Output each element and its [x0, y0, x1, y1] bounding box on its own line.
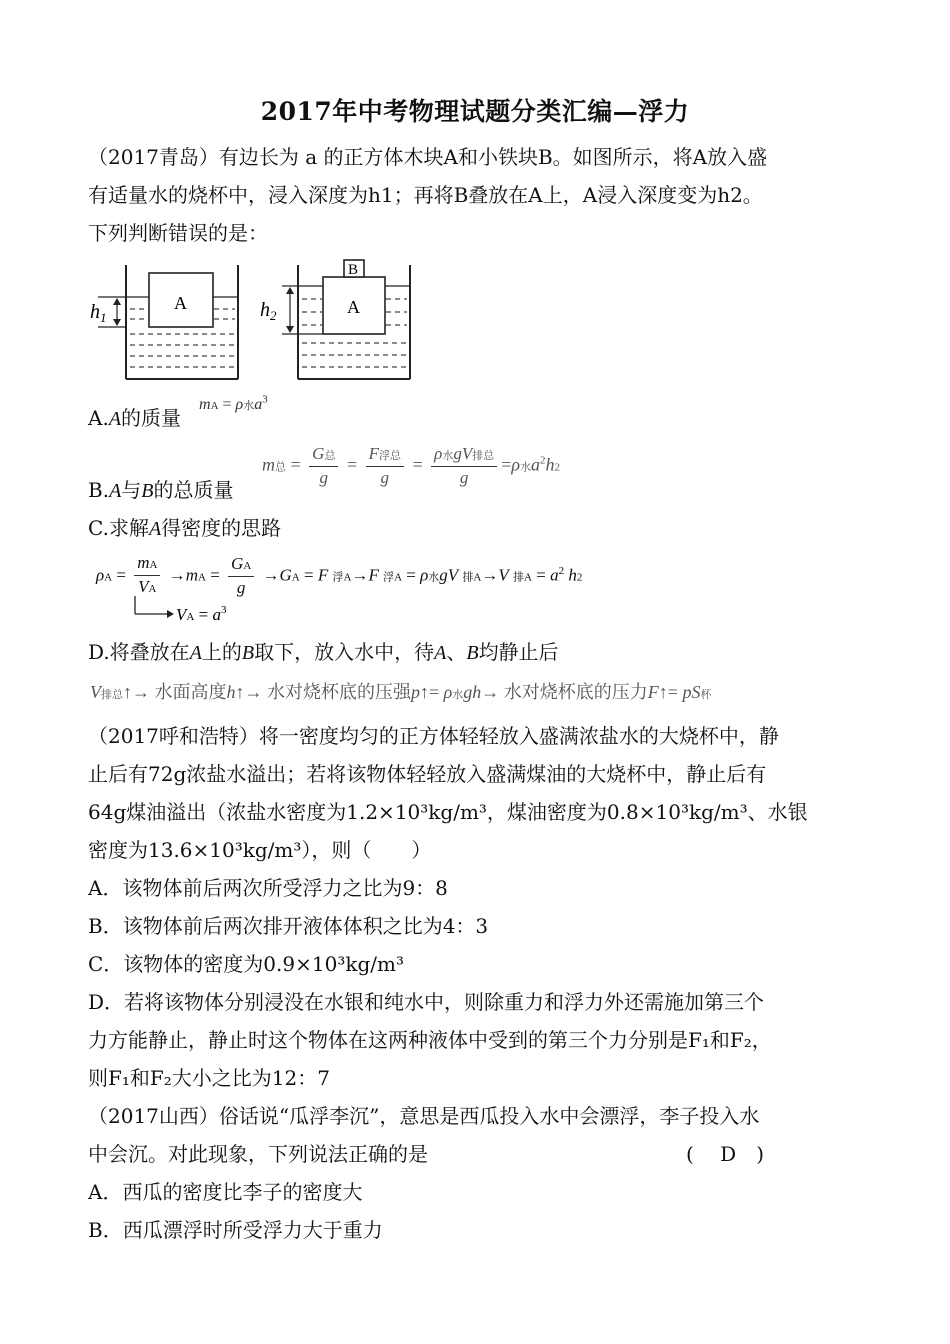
q1-option-c-branch — [130, 596, 250, 624]
q2-line-4: 密度为13.6×10³kg/m³），则（ ） — [88, 838, 432, 862]
q1-line-2: 有适量水的烧杯中，浸入深度为h1；再将B叠放在A上，A浸入深度变为h2。 — [88, 183, 763, 207]
q3-option-b: B．西瓜漂浮时所受浮力大于重力 — [88, 1218, 383, 1242]
q1-option-c-formula: ρA = $\frac{mA}{VA}$ →mA = $\frac{GA}{g}$ →GA = F 浮A→F 浮A = ρ水gV 排A→V 排$A = a^2$ h2 — [96, 553, 583, 597]
q3-line-2: 中会沉。对此现象，下列说法正确的是 — [88, 1142, 428, 1166]
h1-label: $h_1$ — [90, 301, 107, 325]
block-a-1-label: A — [174, 293, 187, 313]
q1-option-b: B.A与B的总质量 — [88, 478, 234, 502]
q1-option-c: C.求解A得密度的思路 — [88, 516, 282, 540]
beaker-2 — [260, 260, 410, 379]
h2-label: $h_2$ — [260, 299, 277, 323]
beaker-figure — [88, 255, 418, 385]
q3-option-a: A．西瓜的密度比李子的密度大 — [88, 1180, 363, 1204]
q2-option-a: A．该物体前后两次所受浮力之比为9：8 — [88, 876, 448, 900]
q1-option-d-chain: V排总↑→ 水面高度h↑→ 水对烧杯底的压强p↑= ρ水gh→ 水对烧杯底的压力F↑= pS杯 — [90, 682, 712, 702]
q2-line-2: 止后有72g浓盐水溢出；若将该物体轻轻放入盛满煤油的大烧杯中，静止后有 — [88, 762, 767, 786]
q3-line-1: （2017山西）俗话说“瓜浮李沉”，意思是西瓜投入水中会漂浮，李子投入水 — [88, 1104, 760, 1128]
page-title: 2017年中考物理试题分类汇编—浮力 — [260, 97, 690, 126]
q2-line-3: 64g煤油溢出（浓盐水密度为1.2×10³kg/m³，煤油密度为0.8×10³kg/m³、水银 — [88, 800, 808, 824]
q2-option-b: B．该物体前后两次排开液体体积之比为4：3 — [88, 914, 489, 938]
q1-option-b-formula: m总 = $\frac{\text{G总}}{g}$ = $\frac{\text{F浮总}}{g}$ = $\frac{\text{ρ水gV排总}}{g}$ =ρ水$a^2h2$ — [262, 444, 560, 487]
q2-line-1: （2017呼和浩特）将一密度均匀的正方体轻轻放入盛满浓盐水的大烧杯中，静 — [88, 724, 779, 748]
q1-option-a-formula: mA = ρ水$a^3$ — [199, 393, 268, 413]
q1-line-3: 下列判断错误的是： — [88, 221, 268, 245]
q2-option-d-line-1: D．若将该物体分别浸没在水银和纯水中，则除重力和浮力外还需施加第三个 — [88, 990, 765, 1014]
q2-option-d-line-2: 力方能静止，静止时这个物体在这两种液体中受到的第三个力分别是F₁和F₂， — [88, 1028, 772, 1052]
q1-option-d: D.将叠放在A上的B取下，放入水中，待A、B均静止后 — [88, 640, 559, 664]
q1-option-a: A.A的质量 — [88, 406, 182, 430]
beaker-1 — [90, 265, 238, 379]
q1-line-1: （2017青岛）有边长为 a 的正方体木块A和小铁块B。如图所示，将A放入盛 — [88, 145, 768, 169]
svg-text:VA = a3: VA = $a^3$ — [176, 604, 227, 624]
block-a-2-label: A — [347, 297, 360, 317]
block-b-label: B — [348, 262, 359, 278]
q3-answer: ( D ) — [686, 1142, 764, 1166]
q2-option-c: C．该物体的密度为0.9×10³kg/m³ — [88, 952, 404, 976]
q2-option-d-line-3: 则F₁和F₂大小之比为12：7 — [88, 1066, 330, 1090]
